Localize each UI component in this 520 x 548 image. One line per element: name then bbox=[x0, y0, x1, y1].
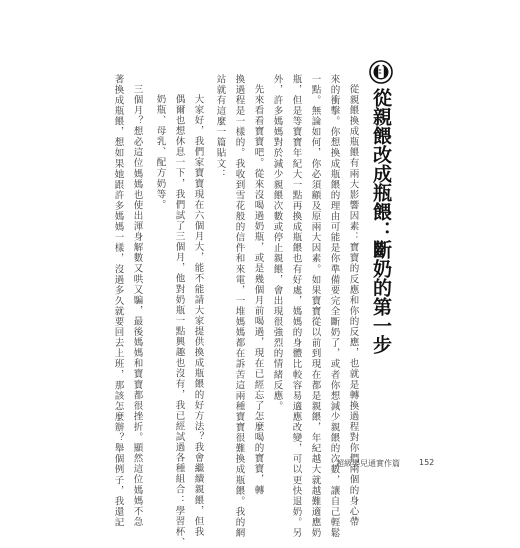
chapter-title: 從親餵改成瓶餵：斷奶的第一步 bbox=[370, 88, 392, 354]
quote-line: 奶瓶、母乳、配方奶等。 bbox=[154, 94, 166, 211]
body-line: 站就有這麼一篇貼文： bbox=[214, 74, 226, 180]
quote-line: 偶爾也想休息一下，我們試了三個月，他對奶瓶一點興趣也沒有，我已經試過各種組合：學習杯、 bbox=[173, 94, 185, 548]
body-line: 瓶，但是等寶寶年紀大一點再換成瓶餵也有好處，媽媽的身體比較容易適應改變，可以更快退奶。另 bbox=[290, 74, 302, 539]
body-line: 先來看看寶寶吧。從來沒喝過奶瓶，或是幾個月前喝過，現在已經忘了怎麼喝的寶寶，轉 bbox=[252, 84, 264, 496]
body-line: 換過程是一樣的。我收到雪花般的信件和來電，一堆媽媽都在訴苦這兩種寶寶很難換成瓶餵。我的網 bbox=[233, 74, 245, 539]
quote-line: 大家好，我們家寶寶現在六個月大，能不能請大家提供換成瓶餵的好方法？我會繼續親餵，但我 bbox=[192, 94, 204, 538]
page-number: 152 bbox=[419, 458, 435, 467]
body-line: 三個月？想必這位媽媽也使出渾身解數又哄又騙，最後媽媽和寶寶都很挫折。顯然這位媽媽不急 bbox=[131, 84, 143, 528]
baby-bottle-icon bbox=[369, 60, 393, 84]
body-line: 著換成瓶餵，想如果她跟許多媽媽一樣，沒過多久就要回去上班，那該怎麼辦？舉個例子，我還記 bbox=[112, 74, 124, 528]
body-line: 一點。無論如何，你必須顧及原兩大因素。如果寶寶從以前到現在都是親餵，年紀越大就越難適應奶 bbox=[309, 74, 321, 539]
footer-book-title: 超級嬰兒通實作篇 bbox=[336, 459, 400, 468]
body-line: 從親餵換成瓶餵有兩大影響因素：寶寶的反應和你的反應，也就是轉換過程對你們兩個的身心帶 bbox=[347, 84, 359, 528]
body-line: 外，許多媽媽對於減少親餵次數或停止親餵，會出現很強烈的情緒反應。 bbox=[271, 74, 283, 412]
body-line: 來的衝擊。你想換成瓶餵的理由可能是你準備要完全斷奶了，或者你想減少親餵的次數，讓自己輕鬆 bbox=[328, 74, 340, 539]
